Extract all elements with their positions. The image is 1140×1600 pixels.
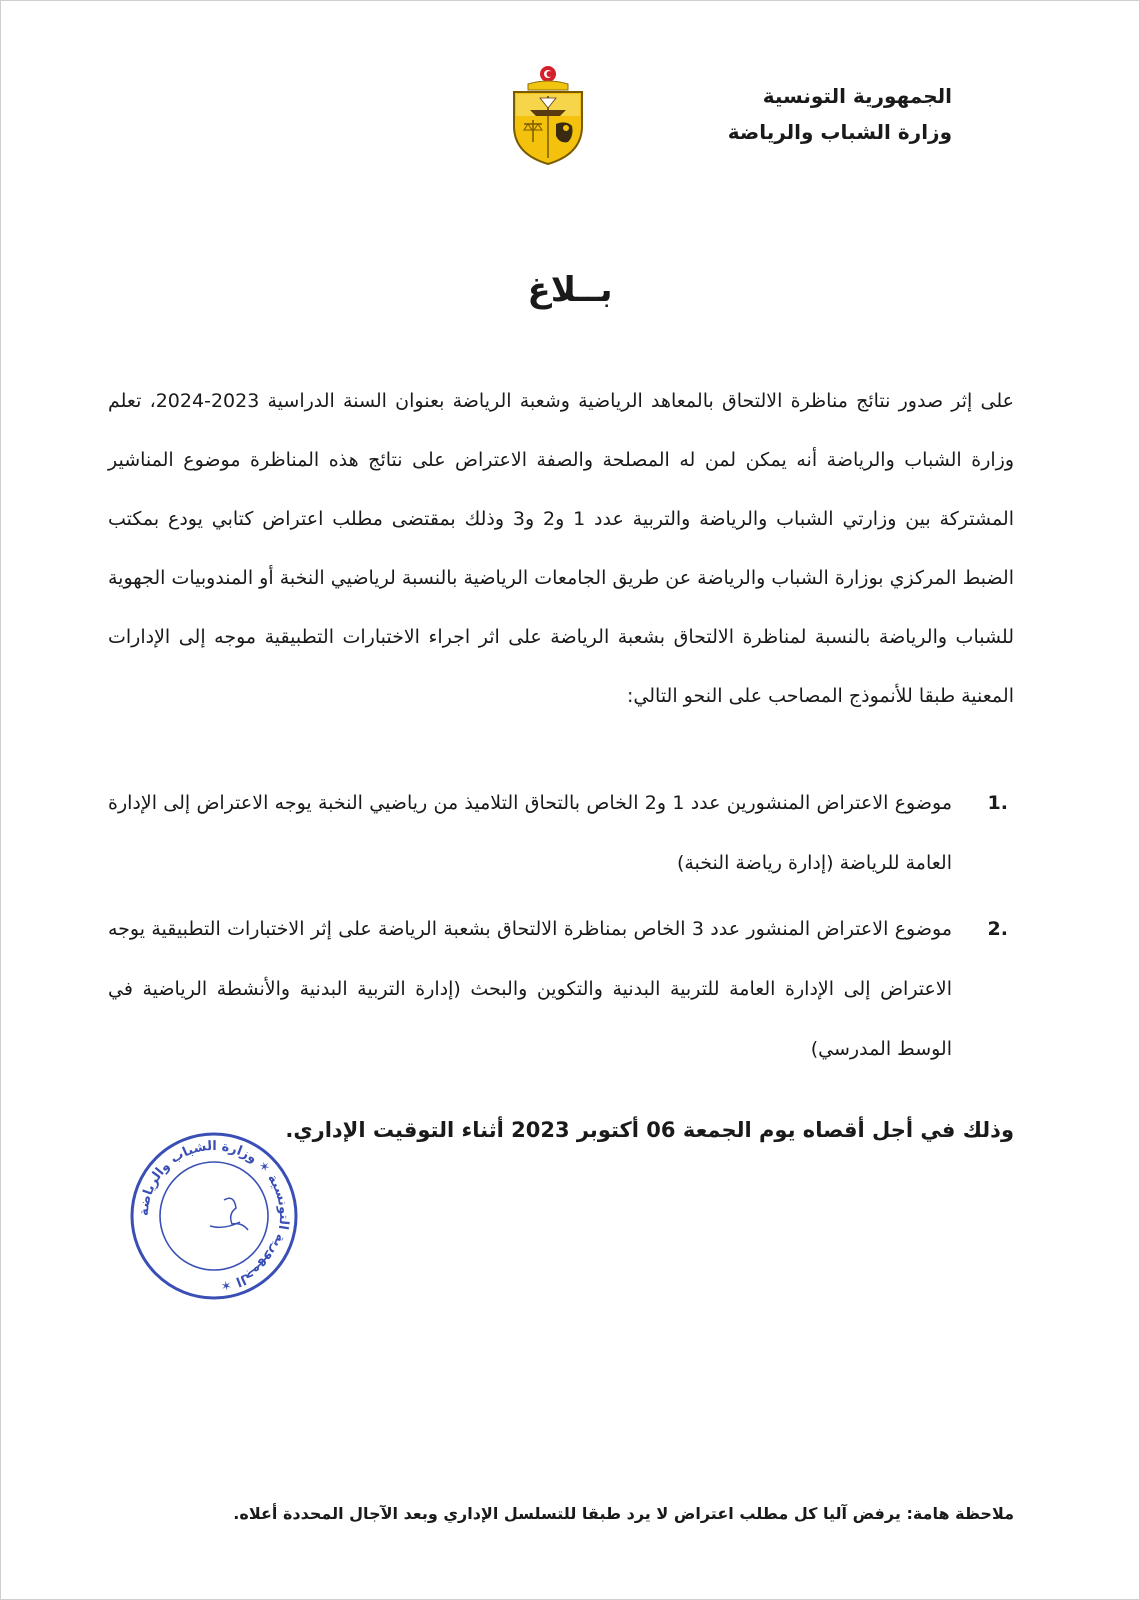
country-name: الجمهورية التونسية	[762, 84, 952, 108]
official-seal-icon	[128, 1130, 300, 1302]
list-item-text: موضوع الاعتراض المنشورين عدد 1 و2 الخاص بالتحاق التلاميذ من رياضيي النخبة يوجه الاعتراض إلى الإدارة العامة للرياضة (إدارة رياضة النخبة)	[108, 792, 952, 874]
letterhead	[728, 78, 952, 150]
body-paragraph: على إثر صدور نتائج مناظرة الالتحاق بالمعاهد الرياضية وشعبة الرياضة بعنوان السنة الدراسية 2023-2024، تعلم وزارة الشباب والرياضة أنه يمكن لمن له المصلحة والصفة الاعتراض على نتائج هذه المناظرة موضوع المناشير المشتركة بين وزارتي الشباب والرياضة والتربية عدد 1 و2 و3 وذلك بمقتضى مطلب اعتراض كتابي يودع بمكتب الضبط المركزي بوزارة الشباب والرياضة عن طريق الجامعات الرياضية بالنسبة لرياضيي النخبة أو المندوبيات الجهوية للشباب والرياضة بالنسبة لمناظرة الالتحاق بشعبة الرياضة على اثر اجراء الاختبارات التطبيقية موجه إلى الإدارات المعنية طبقا للأنموذج المصاحب على النحو التالي:	[108, 390, 1015, 707]
important-note: ملاحظة هامة: يرفض آليا كل مطلب اعتراض لا يرد طبقا للتسلسل الإداري وبعد الآجال المحددة أعلاه.	[233, 1504, 1014, 1523]
deadline-statement: وذلك في أجل أقصاه يوم الجمعة 06 أكتوبر 2023 أثناء التوقيت الإداري.	[285, 1118, 1014, 1142]
ministry-name: وزارة الشباب والرياضة	[727, 120, 952, 144]
document-title: بــلاغ	[527, 270, 613, 310]
list-item	[108, 773, 1014, 893]
seal-text: الجمهورية التونسية ✶ وزارة الشباب والرياضة ✶	[136, 1138, 292, 1293]
objection-list	[108, 773, 1014, 1085]
list-item-number: 1.	[987, 792, 1008, 814]
list-item	[108, 899, 1014, 1079]
tunisia-coat-of-arms-icon	[506, 64, 590, 166]
list-item-number: 2.	[987, 918, 1008, 940]
list-item-text: موضوع الاعتراض المنشور عدد 3 الخاص بمناظرة الالتحاق بشعبة الرياضة على إثر الاختبارات التطبيقية يوجه الاعتراض إلى الإدارة العامة للتربية البدنية والتكوين والبحث (إدارة التربية البدنية والأنشطة الرياضية في الوسط المدرسي)	[108, 918, 952, 1060]
